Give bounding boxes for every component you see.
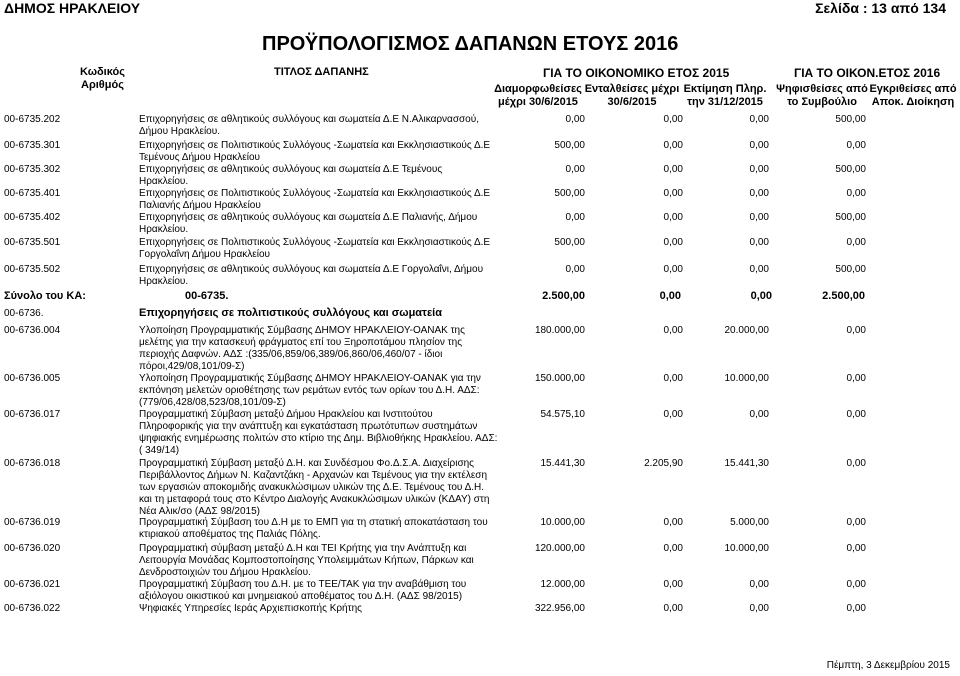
col-approved-line1: Εγκριθείσες από: [869, 83, 957, 95]
row-v4: 0,00: [846, 140, 866, 151]
row-code: 00-6736.017: [4, 409, 61, 420]
row-v2: 0,00: [663, 373, 683, 384]
subtotal-v3: 0,00: [750, 290, 772, 302]
col-code-line1: Κωδικός: [80, 66, 125, 78]
row-code: 00-6736.020: [4, 543, 61, 554]
row-v3: 5.000,00: [730, 517, 769, 528]
row-v3: 0,00: [749, 212, 769, 223]
page-indicator: Σελίδα : 13 από 134: [815, 0, 946, 16]
row-v4: 0,00: [846, 237, 866, 248]
col-voted-header: [774, 83, 870, 109]
col-voted-line2: το Συμβούλιο: [787, 96, 857, 108]
row-v2: 0,00: [663, 212, 683, 223]
row-v4: 0,00: [846, 517, 866, 528]
col-approved-line2: Αποκ. Διοίκηση: [871, 96, 955, 108]
row-code: 00-6735.402: [4, 212, 61, 223]
row-description: Προγραμματική Σύμβαση μεταξύ Δήμου Ηρακλείου και Ινστιτούτου Πληροφορικής για την ανάπτυξη και εγκατάσταση πρωτότυπων συστημάτων ψηφιακής ενημέρωσης πολιτών στο κτίριο της Δημ. Βιβλιοθήκης Ηρακλείου. ΑΔΣ: ( 349/14): [139, 409, 498, 456]
subtotal-v4: 2.500,00: [822, 290, 865, 302]
subtotal-v2: 0,00: [659, 290, 681, 302]
row-v1: 500,00: [554, 237, 585, 248]
row-v1: 180.000,00: [534, 325, 585, 336]
row-v3: 0,00: [749, 237, 769, 248]
col-approved-header: [866, 83, 960, 109]
row-v1: 120.000,00: [534, 543, 585, 554]
row-v4: 0,00: [846, 458, 866, 469]
row-v2: 0,00: [663, 409, 683, 420]
row-v4: 500,00: [835, 164, 866, 175]
row-v2: 0,00: [663, 543, 683, 554]
row-code: 00-6735.202: [4, 114, 61, 125]
row-code: 00-6735.401: [4, 188, 61, 199]
row-v1: 0,00: [565, 212, 585, 223]
row-description: Προγραμματική Σύμβαση του Δ.Η με το ΕΜΠ για τη στατική αποκατάσταση του κτιριακού αποθέματος της Παλιάς Πόλης.: [139, 517, 488, 540]
row-v2: 0,00: [663, 579, 683, 590]
row-v4: 0,00: [846, 603, 866, 614]
row-v4: 500,00: [835, 114, 866, 125]
col-ordered-header: [582, 83, 682, 109]
row-code: 00-6736.022: [4, 603, 61, 614]
row-v3: 10.000,00: [724, 543, 769, 554]
footer-date: Πέμπτη, 3 Δεκεμβρίου 2015: [826, 660, 950, 671]
row-v4: 500,00: [835, 212, 866, 223]
col-title-header: ΤΙΤΛΟΣ ΔΑΠΑΝΗΣ: [274, 66, 369, 78]
row-code: 00-6736.005: [4, 373, 61, 384]
row-v1: 0,00: [565, 114, 585, 125]
col-estimate-line2: την 31/12/2015: [687, 96, 763, 108]
col-ordered-line1: Ενταλθείσες μέχρι: [584, 83, 680, 95]
col-code-header: [80, 66, 125, 92]
row-description: Επιχορηγήσεις σε αθλητικούς συλλόγους και σωματεία Δ.Ε Ν.Αλικαρνασσού, Δήμου Ηρακλείου.: [139, 114, 479, 137]
row-code: 00-6736.019: [4, 517, 61, 528]
row-description: Επιχορηγήσεις σε Πολιτιστικούς Συλλόγους -Σωματεία και Εκκλησιαστικούς Δ.Ε Γοργολαΐνη Δήμου Ηρακλείου: [139, 237, 491, 260]
row-code: 00-6735.501: [4, 237, 61, 248]
row-v4: 0,00: [846, 409, 866, 420]
row-v3: 0,00: [749, 114, 769, 125]
row-description: Προγραμματική Σύμβαση του Δ.Η. με το ΤΕΕ/ΤΑΚ για την αναβάθμιση του αξιόλογου οικιστικού και μνημειακού αποθέματος του Δ.Η. (ΑΔΣ 98/2015): [139, 579, 467, 602]
row-code: 00-6736.021: [4, 579, 61, 590]
row-description: Υλοποίηση Προγραμματικής Σύμβασης ΔΗΜΟΥ ΗΡΑΚΛΕΙΟΥ-ΟΑΝΑΚ της μελέτης για την κατασκευή φράγματος επί του Ξηροποτάμου πλησίον της περιοχής Δαφνών. ΑΔΣ :(335/06,859/06,389/06,860/06,460/07 - ίδιοι πόροι,429/08,101/09-Σ): [139, 325, 465, 372]
col-estimate-line1: Εκτίμηση Πληρ.: [683, 83, 767, 95]
row-description: Ψηφιακές Υπηρεσίες Ιεράς Αρχιεπισκοπής Κρήτης: [139, 603, 362, 614]
row-v1: 322.956,00: [534, 603, 585, 614]
row-v2: 0,00: [663, 517, 683, 528]
row-v4: 0,00: [846, 373, 866, 384]
col-formed-line1: Διαμορφωθείσες: [494, 83, 582, 95]
col-formed-line2: μέχρι 30/6/2015: [498, 96, 578, 108]
row-v1: 54.575,10: [540, 409, 585, 420]
row-v1: 500,00: [554, 188, 585, 199]
row-v1: 12.000,00: [540, 579, 585, 590]
row-v2: 0,00: [663, 188, 683, 199]
row-v3: 0,00: [749, 409, 769, 420]
row-v4: 0,00: [846, 325, 866, 336]
row-v3: 0,00: [749, 140, 769, 151]
section-title: Επιχορηγήσεις σε πολιτιστικούς συλλόγους και σωματεία: [139, 307, 443, 319]
row-code: 00-6735.302: [4, 164, 61, 175]
row-v3: 0,00: [749, 264, 769, 275]
row-v4: 500,00: [835, 264, 866, 275]
subtotal-label: Σύνολο του ΚΑ:: [4, 290, 86, 302]
row-description: Επιχορηγήσεις σε αθλητικούς συλλόγους και σωματεία Δ.Ε Παλιανής, Δήμου Ηρακλείου.: [139, 212, 478, 235]
row-v2: 0,00: [663, 140, 683, 151]
row-v3: 15.441,30: [724, 458, 769, 469]
row-code: 00-6736.004: [4, 325, 61, 336]
row-v2: 0,00: [663, 164, 683, 175]
row-description: Επιχορηγήσεις σε Πολιτιστικούς Συλλόγους -Σωματεία και Εκκλησιαστικούς Δ.Ε Τεμένους Δήμου Ηρακλείου: [139, 140, 491, 163]
col-estimate-header: [680, 83, 770, 109]
row-v3: 10.000,00: [724, 373, 769, 384]
row-description: Επιχορηγήσεις σε αθλητικούς συλλόγους και σωματεία Δ.Ε Τεμένους Ηρακλείου.: [139, 164, 443, 187]
row-v2: 2.205,90: [644, 458, 683, 469]
row-v2: 0,00: [663, 237, 683, 248]
row-v1: 10.000,00: [540, 517, 585, 528]
row-code: 00-6736.018: [4, 458, 61, 469]
row-v1: 150.000,00: [534, 373, 585, 384]
row-v1: 15.441,30: [540, 458, 585, 469]
row-v2: 0,00: [663, 114, 683, 125]
subtotal-v1: 2.500,00: [542, 290, 585, 302]
row-v4: 0,00: [846, 188, 866, 199]
row-description: Υλοποίηση Προγραμματικής Σύμβασης ΔΗΜΟΥ ΗΡΑΚΛΕΙΟΥ-ΟΑΝΑΚ για την εκπόνηση μελετών οριοθέτησης των ρεμάτων εντός των ορίων του Δ.Η. ΑΔΣ:(779/06,428/08,523/08,101/09-Σ): [139, 373, 481, 408]
row-v3: 0,00: [749, 579, 769, 590]
row-description: Επιχορηγήσεις σε αθλητικούς συλλόγους και σωματεία Δ.Ε Γοργολαΐνι, Δήμου Ηρακλείου.: [139, 264, 484, 287]
col-ordered-line2: 30/6/2015: [607, 96, 657, 108]
row-v3: 20.000,00: [724, 325, 769, 336]
row-v3: 0,00: [749, 188, 769, 199]
row-v1: 0,00: [565, 264, 585, 275]
col-formed-header: [490, 83, 586, 109]
municipality-name: ΔΗΜΟΣ ΗΡΑΚΛΕΙΟΥ: [4, 0, 141, 16]
col-voted-line1: Ψηφισθείσες από: [776, 83, 868, 95]
section-code: 00-6736.: [4, 308, 44, 319]
document-title: ΠΡΟΫΠΟΛΟΓΙΣΜΟΣ ΔΑΠΑΝΩΝ ΕΤΟΥΣ 2016: [262, 33, 679, 55]
row-v2: 0,00: [663, 325, 683, 336]
row-v1: 500,00: [554, 140, 585, 151]
col-group-2015: ΓΙΑ ΤΟ ΟΙΚΟΝΟΜΙΚΟ ΕΤΟΣ 2015: [543, 66, 730, 80]
row-code: 00-6735.502: [4, 264, 61, 275]
row-v2: 0,00: [663, 264, 683, 275]
row-v3: 0,00: [749, 164, 769, 175]
col-group-2016: ΓΙΑ ΤΟ ΟΙΚΟΝ.ΕΤΟΣ 2016: [794, 66, 941, 80]
row-v2: 0,00: [663, 603, 683, 614]
row-v4: 0,00: [846, 579, 866, 590]
col-code-line2: Αριθμός: [81, 79, 124, 91]
row-description: Προγραμματική σύμβαση μεταξύ Δ.Η και ΤΕΙ Κρήτης για την Ανάπτυξη και Λειτουργία Μονάδας Κομποστοποίησης Υπολειμμάτων Κήπων, Πάρκων και Δενδροστοιχιών του Δήμου Ηρακλείου.: [139, 543, 474, 578]
subtotal-code: 00-6735.: [185, 290, 229, 302]
row-v3: 0,00: [749, 603, 769, 614]
row-v4: 0,00: [846, 543, 866, 554]
row-code: 00-6735.301: [4, 140, 61, 151]
row-description: Προγραμματική Σύμβαση μεταξύ Δ.Η. και Συνδέσμου Φο.Δ.Σ.Α. Διαχείρισης Περιβάλλοντος Δήμων Ν. Καζαντζάκη - Αρχανών και Τεμένους για την εκτέλεση των εργασιών αποκομιδής ανακυκλώσιμων υλικών της Δ.Ε. Τεμένους του Δ.Η. και τη μεταφορά τους στο Κέντρο Διαλογής Ανακυκλώσιμων υλικών (ΚΔΑΥ) στη Νέα Αλικ/σο (ΑΔΣ 98/2015): [139, 458, 490, 517]
row-v1: 0,00: [565, 164, 585, 175]
row-description: Επιχορηγήσεις σε Πολιτιστικούς Συλλόγους -Σωματεία και Εκκλησιαστικούς Δ.Ε Παλιανής Δήμου Ηρακλείου: [139, 188, 491, 211]
